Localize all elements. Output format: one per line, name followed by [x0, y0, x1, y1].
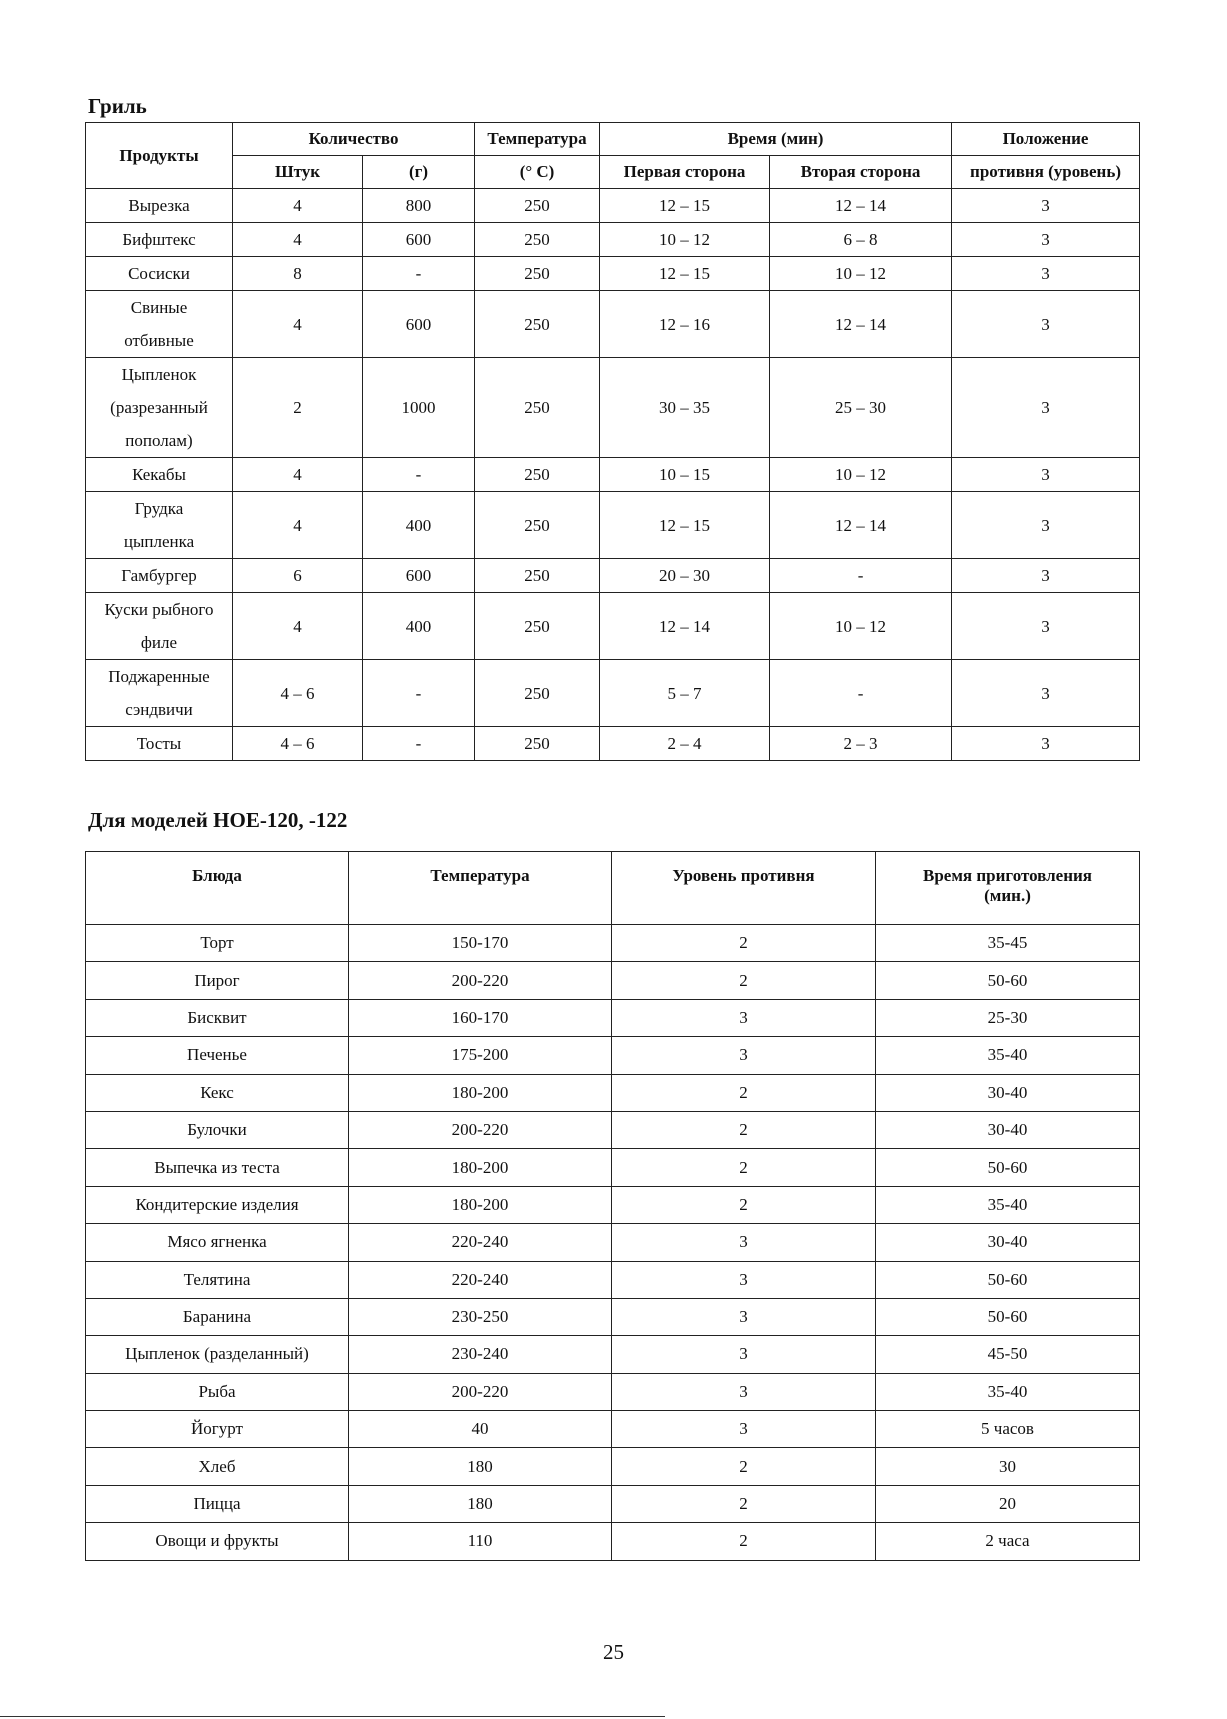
table-row [86, 925, 1140, 962]
first-side-cell: 30 – 35 [600, 358, 770, 458]
level-cell: 3 [952, 492, 1140, 559]
temperature-cell: 180-200 [349, 1186, 612, 1223]
product-cell [86, 559, 233, 593]
pieces-cell: 6 [233, 559, 363, 593]
temperature-cell: 250 [475, 291, 600, 358]
first-side-cell: 2 – 4 [600, 727, 770, 761]
page-number: 25 [603, 1640, 624, 1664]
temperature-cell: 250 [475, 189, 600, 223]
dish-cell: Баранина [86, 1298, 349, 1335]
table-row [86, 1186, 1140, 1223]
product-name-line: цыпленка [123, 532, 195, 551]
table-row [86, 1411, 1140, 1448]
table-row [86, 1336, 1140, 1373]
first-side-cell: 10 – 15 [600, 458, 770, 492]
table-row [86, 358, 1140, 458]
product-name-line: Свиные [130, 298, 188, 317]
product-name-line: филе [140, 633, 178, 652]
dish-cell: Печенье [86, 1037, 349, 1074]
level-cell: 2 [612, 925, 876, 962]
header-products: Продукты [86, 123, 233, 189]
table-row [86, 1298, 1140, 1335]
temperature-cell: 250 [475, 223, 600, 257]
pieces-cell: 4 [233, 189, 363, 223]
time-cell: 20 [876, 1485, 1140, 1522]
pieces-cell: 4 – 6 [233, 660, 363, 727]
temperature-cell: 175-200 [349, 1037, 612, 1074]
time-cell: 5 часов [876, 1411, 1140, 1448]
temperature-cell: 160-170 [349, 999, 612, 1036]
time-cell: 35-40 [876, 1037, 1140, 1074]
table-row [86, 999, 1140, 1036]
temperature-cell: 110 [349, 1523, 612, 1560]
dish-cell: Торт [86, 925, 349, 962]
level-cell: 3 [612, 1037, 876, 1074]
table-row [86, 593, 1140, 660]
second-side-cell: 2 – 3 [770, 727, 952, 761]
header-dish: Блюда [86, 852, 349, 925]
table-row [86, 1149, 1140, 1186]
grill-section-title: Гриль [88, 94, 147, 118]
table-row [86, 257, 1140, 291]
product-name-line: Грудка [134, 499, 184, 518]
table-row [86, 727, 1140, 761]
temperature-cell: 250 [475, 593, 600, 660]
first-side-cell: 12 – 15 [600, 257, 770, 291]
level-cell: 3 [952, 593, 1140, 660]
table-row [86, 1037, 1140, 1074]
product-name-line: сэндвичи [125, 700, 193, 719]
temperature-cell: 230-250 [349, 1298, 612, 1335]
table-row [86, 1111, 1140, 1148]
level-cell: 2 [612, 1074, 876, 1111]
second-side-cell: - [770, 559, 952, 593]
temperature-cell: 200-220 [349, 962, 612, 999]
level-cell: 2 [612, 1111, 876, 1148]
temperature-cell: 180-200 [349, 1149, 612, 1186]
level-cell: 3 [612, 1373, 876, 1410]
time-cell: 35-40 [876, 1373, 1140, 1410]
header-position-line1: Положение [952, 123, 1140, 156]
temperature-cell: 250 [475, 492, 600, 559]
level-cell: 3 [612, 999, 876, 1036]
table-row [86, 559, 1140, 593]
level-cell: 2 [612, 1523, 876, 1560]
table-row [86, 189, 1140, 223]
temperature-cell: 150-170 [349, 925, 612, 962]
time-cell: 35-40 [876, 1186, 1140, 1223]
product-name-line: Бифштекс [122, 230, 196, 249]
level-cell: 2 [612, 1186, 876, 1223]
models-section-title: Для моделей HOE-120, -122 [88, 808, 348, 832]
grams-cell: - [363, 458, 475, 492]
time-cell: 45-50 [876, 1336, 1140, 1373]
dish-cell: Цыпленок (разделанный) [86, 1336, 349, 1373]
table-row [86, 1448, 1140, 1485]
header-first-side: Первая сторона [600, 156, 770, 189]
temperature-cell: 250 [475, 458, 600, 492]
temperature-cell: 180 [349, 1485, 612, 1522]
temperature-cell: 230-240 [349, 1336, 612, 1373]
first-side-cell: 12 – 16 [600, 291, 770, 358]
time-cell: 35-45 [876, 925, 1140, 962]
product-name-line: Сосиски [128, 264, 190, 283]
level-cell: 2 [612, 1149, 876, 1186]
table-row [86, 962, 1140, 999]
dish-cell: Пирог [86, 962, 349, 999]
dish-cell: Рыба [86, 1373, 349, 1410]
product-name-line: Гамбургер [121, 566, 197, 585]
level-cell: 3 [952, 727, 1140, 761]
level-cell: 3 [952, 257, 1140, 291]
first-side-cell: 12 – 14 [600, 593, 770, 660]
pieces-cell: 4 – 6 [233, 727, 363, 761]
baking-table [85, 851, 1140, 1561]
first-side-cell: 10 – 12 [600, 223, 770, 257]
grams-cell: - [363, 727, 475, 761]
dish-cell: Булочки [86, 1111, 349, 1148]
dish-cell: Овощи и фрукты [86, 1523, 349, 1560]
level-cell: 2 [612, 1448, 876, 1485]
dish-cell: Выпечка из теста [86, 1149, 349, 1186]
temperature-cell: 220-240 [349, 1261, 612, 1298]
temperature-cell: 180 [349, 1448, 612, 1485]
header-baking-time [876, 852, 1140, 925]
grams-cell: 600 [363, 291, 475, 358]
product-cell [86, 492, 233, 559]
grams-cell: 400 [363, 593, 475, 660]
table-row [86, 1373, 1140, 1410]
pieces-cell: 4 [233, 492, 363, 559]
product-cell [86, 189, 233, 223]
time-cell: 30-40 [876, 1111, 1140, 1148]
pieces-cell: 4 [233, 458, 363, 492]
pieces-cell: 4 [233, 291, 363, 358]
product-name-line: Тосты [136, 734, 182, 753]
level-cell: 3 [612, 1336, 876, 1373]
table-row [86, 1261, 1140, 1298]
header-baking-time-line1: Время приготовления [922, 866, 1092, 885]
table-row [86, 492, 1140, 559]
grams-cell: 800 [363, 189, 475, 223]
pieces-cell: 4 [233, 223, 363, 257]
second-side-cell: 25 – 30 [770, 358, 952, 458]
table-row [86, 291, 1140, 358]
time-cell: 50-60 [876, 1261, 1140, 1298]
product-name-line: пополам) [125, 431, 193, 450]
product-name-line: отбивные [124, 331, 194, 350]
level-cell: 2 [612, 1485, 876, 1522]
temperature-cell: 250 [475, 559, 600, 593]
grams-cell: - [363, 257, 475, 291]
header-time: Время (мин) [600, 123, 952, 156]
first-side-cell: 12 – 15 [600, 189, 770, 223]
grill-table-body [86, 189, 1140, 761]
product-cell [86, 458, 233, 492]
second-side-cell: 12 – 14 [770, 291, 952, 358]
temperature-cell: 250 [475, 257, 600, 291]
second-side-cell: 6 – 8 [770, 223, 952, 257]
level-cell: 3 [952, 189, 1140, 223]
temperature-cell: 180-200 [349, 1074, 612, 1111]
grams-cell: 1000 [363, 358, 475, 458]
temperature-cell: 220-240 [349, 1224, 612, 1261]
second-side-cell: 10 – 12 [770, 458, 952, 492]
second-side-cell: 12 – 14 [770, 492, 952, 559]
temperature-cell: 250 [475, 727, 600, 761]
product-name-line: (разрезанный [110, 398, 208, 417]
table-row [86, 1224, 1140, 1261]
grams-cell: 400 [363, 492, 475, 559]
time-cell: 30 [876, 1448, 1140, 1485]
level-cell: 3 [952, 660, 1140, 727]
product-name-line: Куски рыбного [104, 600, 214, 619]
first-side-cell: 5 – 7 [600, 660, 770, 727]
dish-cell: Бисквит [86, 999, 349, 1036]
second-side-cell: 12 – 14 [770, 189, 952, 223]
dish-cell: Пицца [86, 1485, 349, 1522]
second-side-cell: - [770, 660, 952, 727]
footer-divider [0, 1716, 665, 1717]
level-cell: 3 [612, 1261, 876, 1298]
grams-cell: - [363, 660, 475, 727]
first-side-cell: 20 – 30 [600, 559, 770, 593]
dish-cell: Кекс [86, 1074, 349, 1111]
level-cell: 3 [612, 1224, 876, 1261]
time-cell: 30-40 [876, 1074, 1140, 1111]
table-row [86, 1523, 1140, 1560]
header-baking-time-line2: (мин.) [984, 886, 1031, 905]
dish-cell: Мясо ягненка [86, 1224, 349, 1261]
second-side-cell: 10 – 12 [770, 593, 952, 660]
table-row [86, 223, 1140, 257]
level-cell: 2 [612, 962, 876, 999]
temperature-cell: 40 [349, 1411, 612, 1448]
header-temperature: Температура [475, 123, 600, 156]
table-row [86, 1074, 1140, 1111]
product-name-line: Кекабы [132, 465, 186, 484]
product-cell [86, 593, 233, 660]
time-cell: 30-40 [876, 1224, 1140, 1261]
table-row [86, 1485, 1140, 1522]
temperature-cell: 200-220 [349, 1111, 612, 1148]
time-cell: 50-60 [876, 1298, 1140, 1335]
time-cell: 50-60 [876, 1149, 1140, 1186]
dish-cell: Телятина [86, 1261, 349, 1298]
product-cell [86, 223, 233, 257]
header-quantity: Количество [233, 123, 475, 156]
level-cell: 3 [952, 559, 1140, 593]
temperature-cell: 200-220 [349, 1373, 612, 1410]
header-position-line2: противня (уровень) [952, 156, 1140, 189]
product-name-line: Вырезка [128, 196, 190, 215]
product-cell [86, 257, 233, 291]
product-cell [86, 660, 233, 727]
dish-cell: Кондитерские изделия [86, 1186, 349, 1223]
baking-table-body [86, 925, 1140, 1561]
level-cell: 3 [612, 1298, 876, 1335]
dish-cell: Йогурт [86, 1411, 349, 1448]
table-row [86, 660, 1140, 727]
product-cell [86, 358, 233, 458]
time-cell: 25-30 [876, 999, 1140, 1036]
first-side-cell: 12 – 15 [600, 492, 770, 559]
grill-table [85, 122, 1140, 761]
level-cell: 3 [612, 1411, 876, 1448]
grams-cell: 600 [363, 223, 475, 257]
level-cell: 3 [952, 458, 1140, 492]
time-cell: 2 часа [876, 1523, 1140, 1560]
level-cell: 3 [952, 291, 1140, 358]
time-cell: 50-60 [876, 962, 1140, 999]
level-cell: 3 [952, 223, 1140, 257]
header-pieces: Штук [233, 156, 363, 189]
header-temperature-unit: (° С) [475, 156, 600, 189]
header-grams: (г) [363, 156, 475, 189]
product-cell [86, 291, 233, 358]
temperature-cell: 250 [475, 660, 600, 727]
grams-cell: 600 [363, 559, 475, 593]
product-name-line: Цыпленок [121, 365, 197, 384]
pieces-cell: 8 [233, 257, 363, 291]
level-cell: 3 [952, 358, 1140, 458]
product-name-line: Поджаренные [108, 667, 210, 686]
second-side-cell: 10 – 12 [770, 257, 952, 291]
header-second-side: Вторая сторона [770, 156, 952, 189]
table-row [86, 458, 1140, 492]
header-baking-level: Уровень противня [612, 852, 876, 925]
temperature-cell: 250 [475, 358, 600, 458]
header-baking-temperature: Температура [349, 852, 612, 925]
pieces-cell: 2 [233, 358, 363, 458]
dish-cell: Хлеб [86, 1448, 349, 1485]
product-cell [86, 727, 233, 761]
pieces-cell: 4 [233, 593, 363, 660]
